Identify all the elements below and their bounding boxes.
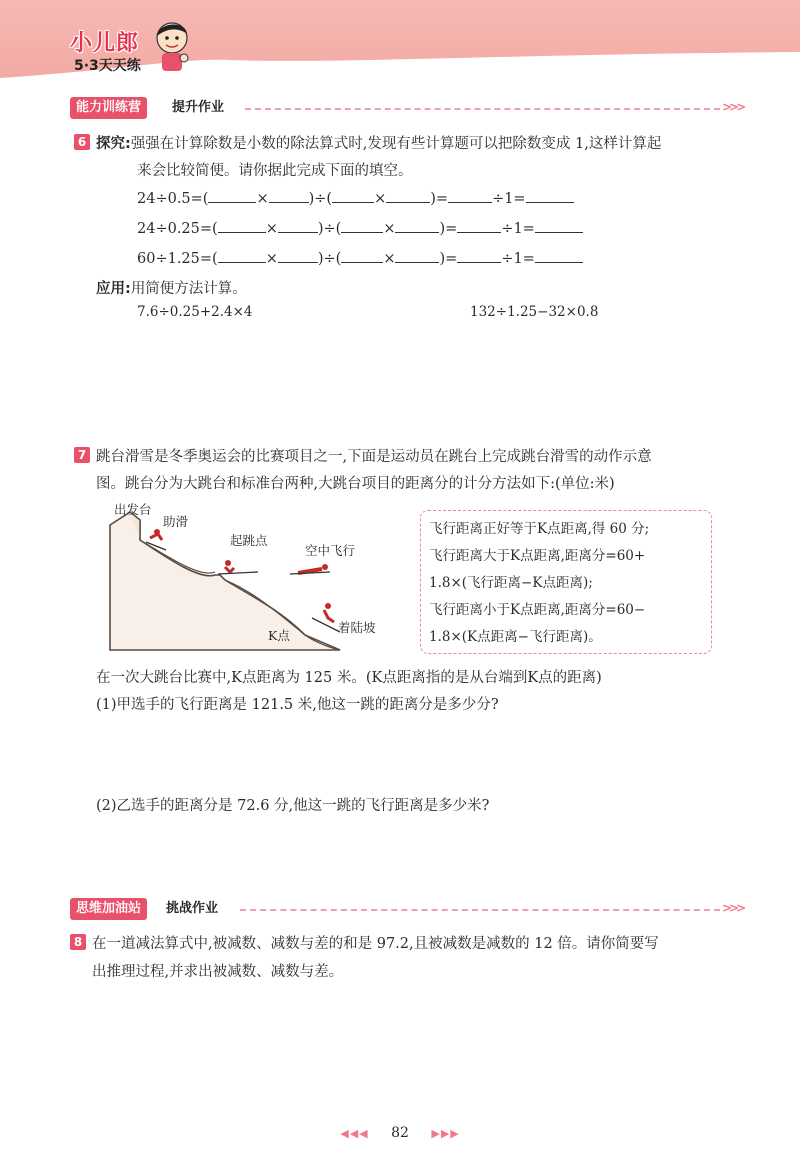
div-one: ÷1=	[501, 251, 535, 267]
blank	[218, 248, 266, 263]
q6-apply-line	[96, 277, 247, 298]
blank	[457, 218, 501, 233]
fig-label-flight: 空中飞行	[305, 543, 356, 558]
blank	[341, 218, 383, 233]
div-one: ÷1=	[501, 221, 535, 237]
next-triangles-icon: ▶▶▶	[431, 1127, 460, 1140]
times-sign: ×	[383, 221, 396, 237]
q6-apply-label: 应用:	[96, 281, 131, 297]
q7-context: 在一次大跳台比赛中,K点距离为 125 米。(K点距离指的是从台端到K点的距离)	[96, 670, 602, 686]
times-sign: ×	[265, 221, 278, 237]
blank	[457, 248, 501, 263]
section-tag-thinking: 思维加油站	[70, 898, 147, 920]
skier-landing-icon	[312, 603, 340, 632]
q6-equation-3	[137, 248, 583, 267]
blank	[332, 188, 374, 203]
q6-equation-2	[137, 218, 583, 237]
div-sign: )÷(	[308, 191, 333, 207]
rule-line-1: 飞行距离正好等于K点距离,得 60 分;	[429, 521, 650, 537]
question-number-8: 8	[70, 934, 86, 950]
q6-equation-1	[137, 188, 574, 207]
rule-line-2: 飞行距离大于K点距离,距离分=60+	[429, 548, 646, 564]
times-sign: ×	[256, 191, 269, 207]
blank	[386, 188, 430, 203]
ski-jump-diagram	[100, 500, 410, 660]
q7-text-2: 图。跳台分为大跳台和标准台两种,大跳台项目的距离分的计分方法如下:(单位:米)	[96, 476, 615, 492]
div-sign: )÷(	[317, 251, 342, 267]
blank	[535, 248, 583, 263]
rule-line-5: 1.8×(K点距离−飞行距离)。	[429, 629, 602, 645]
series-title: 5·3天天练	[74, 58, 141, 74]
page-footer	[0, 1125, 800, 1141]
blank	[278, 218, 318, 233]
eq-left: 24÷0.25=(	[137, 221, 218, 237]
equals-sign: )=	[430, 191, 449, 207]
times-sign: ×	[374, 191, 387, 207]
q7-sub-question-1: (1)甲选手的飞行距离是 121.5 米,他这一跳的距离分是多少分?	[96, 697, 499, 713]
equals-sign: )=	[439, 221, 458, 237]
page-number: 82	[391, 1125, 409, 1141]
blank	[341, 248, 383, 263]
q6-explore-line-1	[96, 132, 661, 153]
q6-explore-label: 探究:	[96, 136, 131, 152]
q7-sub-question-2: (2)乙选手的距离分是 72.6 分,他这一跳的飞行距离是多少米?	[96, 798, 490, 814]
section-tag-ability: 能力训练营	[70, 97, 147, 119]
div-sign: )÷(	[317, 221, 342, 237]
rule-line-4: 飞行距离小于K点距离,距离分=60−	[429, 602, 646, 618]
prev-triangles-icon: ◀◀◀	[340, 1127, 369, 1140]
section-divider	[240, 909, 720, 911]
times-sign: ×	[383, 251, 396, 267]
section-label-improve: 提升作业	[172, 100, 225, 115]
fig-label-start: 出发台	[114, 502, 152, 517]
blank	[218, 218, 266, 233]
section-label-challenge: 挑战作业	[166, 901, 219, 916]
blank	[269, 188, 309, 203]
q6-apply-text: 用简便方法计算。	[130, 281, 247, 297]
eq-left: 60÷1.25=(	[137, 251, 218, 267]
q6-explore-text-1: 强强在计算除数是小数的除法算式时,发现有些计算题可以把除数变成 1,这样计算起	[130, 136, 662, 152]
skier-flight-icon	[290, 564, 330, 574]
q7-text-1: 跳台滑雪是冬季奥运会的比赛项目之一,下面是运动员在跳台上完成跳台滑雪的动作示意	[96, 449, 652, 465]
brand-logo: 小儿郎	[70, 31, 140, 56]
fig-label-landing: 着陆坡	[338, 620, 376, 635]
blank	[526, 188, 574, 203]
eq-left: 24÷0.5=(	[137, 191, 209, 207]
div-one: ÷1=	[492, 191, 526, 207]
blank	[395, 218, 439, 233]
mascot-icon	[150, 18, 194, 74]
blank	[448, 188, 492, 203]
section-divider	[245, 108, 720, 110]
q6-calc-2: 132÷1.25−32×0.8	[470, 304, 599, 320]
fig-label-glide: 助滑	[163, 514, 189, 529]
q6-explore-text-2: 来会比较简便。请你据此完成下面的填空。	[137, 163, 413, 179]
arrows-icon: >>>	[722, 100, 744, 114]
question-number-7: 7	[74, 447, 90, 463]
fig-label-takeoff: 起跳点	[230, 533, 268, 548]
times-sign: ×	[265, 251, 278, 267]
q8-text-1: 在一道减法算式中,被减数、减数与差的和是 97.2,且被减数是减数的 12 倍。请你简要写	[92, 936, 659, 952]
fig-label-kpoint: K点	[268, 628, 290, 643]
blank	[395, 248, 439, 263]
blank	[208, 188, 256, 203]
scoring-rules-box	[420, 510, 712, 654]
arrows-icon: >>>	[722, 901, 744, 915]
q8-text-2: 出推理过程,并求出被减数、减数与差。	[92, 964, 344, 980]
question-number-6: 6	[74, 134, 90, 150]
skier-takeoff-icon	[218, 560, 258, 574]
q6-calc-1: 7.6÷0.25+2.4×4	[137, 304, 253, 320]
blank	[535, 218, 583, 233]
rule-line-3: 1.8×(飞行距离−K点距离);	[429, 575, 593, 591]
blank	[278, 248, 318, 263]
equals-sign: )=	[439, 251, 458, 267]
